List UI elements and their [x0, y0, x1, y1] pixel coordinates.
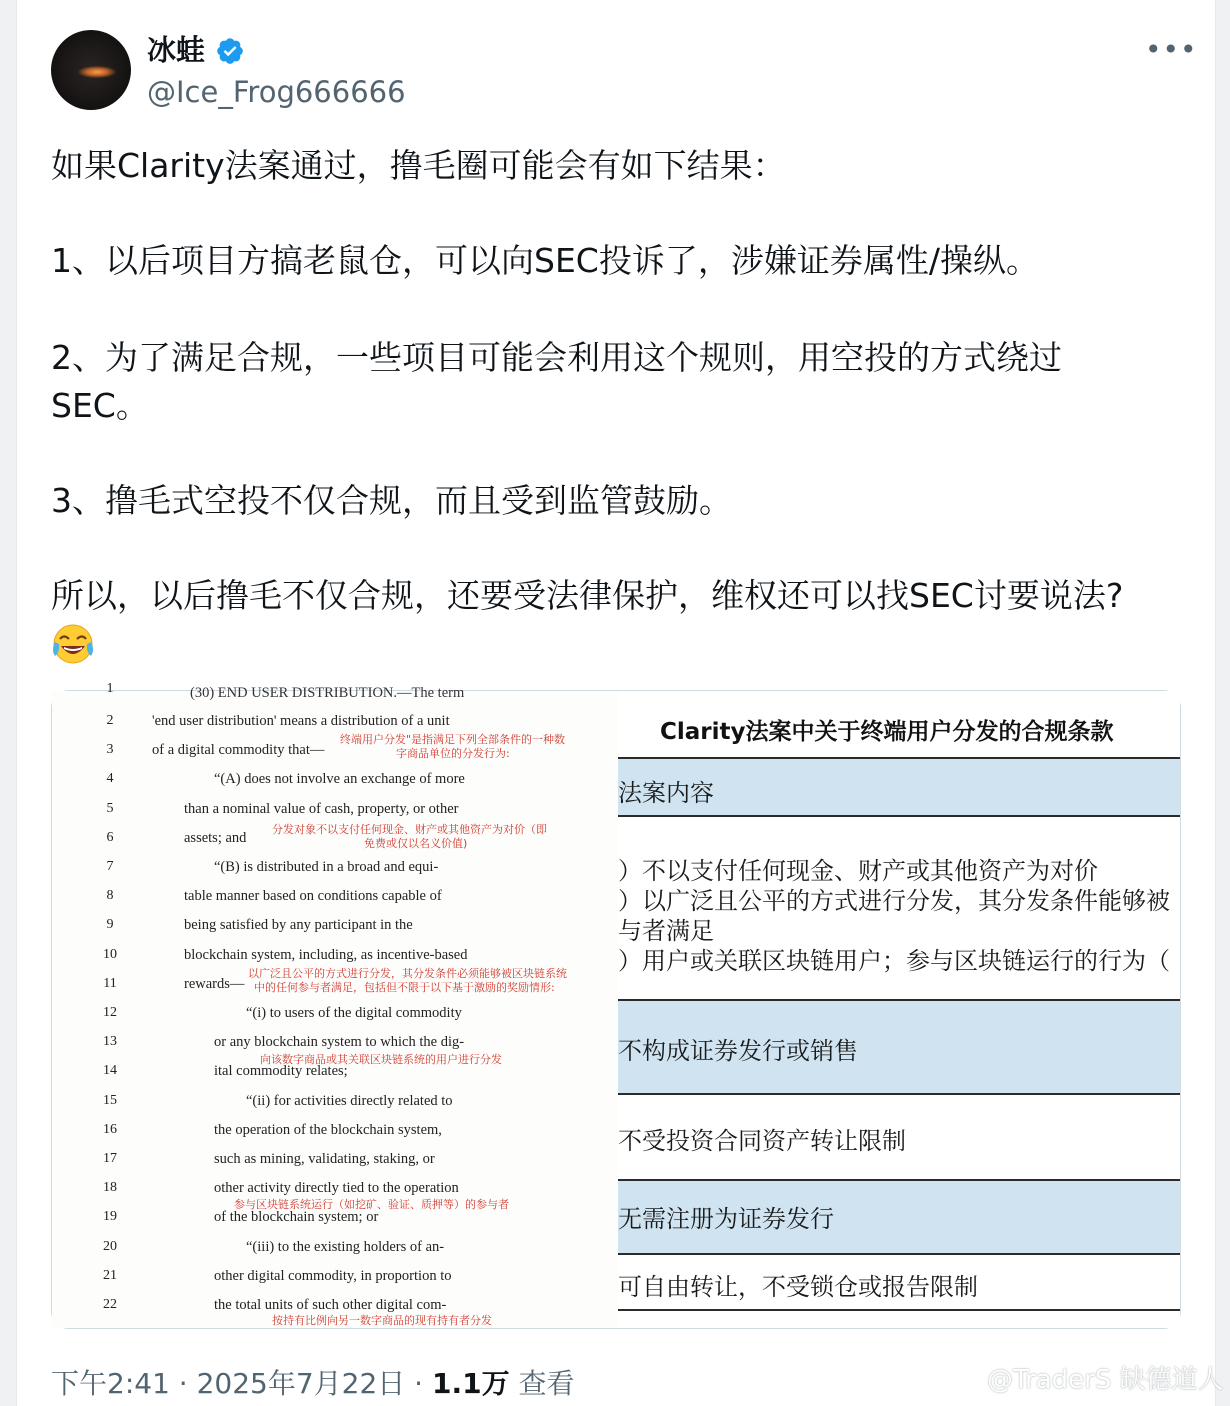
line-number: 9 [106, 917, 114, 933]
table-row [618, 1001, 1180, 1093]
doc-text: “(ii) for activities directly related to [246, 1092, 453, 1109]
table-cell-text: 可自由转让，不受锁仓或报告限制 [618, 1273, 978, 1301]
annotation-note: 免费或仅以名义价值) [364, 837, 468, 850]
doc-text: other activity directly tied to the operation [214, 1180, 459, 1197]
doc-text: table manner based on conditions capable of [184, 888, 442, 905]
annotation-note: 终端用户分发"是指满足下列全部条件的一种数 [340, 733, 566, 746]
table-cell-text: 与者满足 [618, 917, 714, 945]
table-title: Clarity法案中关于终端用户分发的合规条款 [660, 719, 1114, 745]
annotation-note: 字商品单位的分发行为: [396, 747, 510, 760]
line-number: 1 [106, 681, 114, 696]
annotation-note: 按持有比例向另一数字商品的现有持有者分发 [272, 1314, 492, 1327]
tweet-meta [51, 1362, 575, 1406]
doc-text: assets; and [184, 829, 247, 846]
line-number: 16 [103, 1121, 117, 1137]
line-number: 13 [103, 1034, 117, 1050]
doc-text: “(iii) to the existing holders of an- [246, 1238, 445, 1255]
verified-badge-icon [215, 36, 245, 66]
doc-text: blockchain system, including, as incentive-based [184, 946, 468, 963]
line-number: 7 [106, 859, 114, 874]
attached-image[interactable] [51, 681, 1181, 1329]
doc-text: “(B) is distributed in a broad and equi- [214, 859, 439, 875]
view-label: 查看 [509, 1367, 575, 1400]
timestamp[interactable]: 下午2:41 · 2025年7月22日 · [51, 1367, 432, 1400]
line-number: 5 [106, 800, 114, 816]
tweet-paragraph: 3、撸毛式空投不仅合规，而且受到监管鼓励。 [51, 481, 732, 520]
line-number: 19 [103, 1209, 117, 1225]
table-cell-text: ）以广泛且公平的方式进行分发，其分发条件能够被 [618, 887, 1170, 915]
doc-text: “(i) to users of the digital commodity [246, 1005, 462, 1021]
line-number: 11 [103, 975, 117, 991]
doc-text: the operation of the blockchain system, [214, 1121, 442, 1138]
watermark: @TraderS 缺德道人 [987, 1365, 1224, 1395]
doc-text: or any blockchain system to which the dig- [214, 1034, 465, 1051]
annotation-note: 分发对象不以支付任何现金、财产或其他资产为对价（即 [272, 823, 547, 836]
doc-text: the total units of such other digital com- [214, 1297, 447, 1313]
annotation-note: 向该数字商品或其关联区块链系统的用户进行分发 [260, 1053, 502, 1066]
line-number: 21 [103, 1267, 117, 1283]
table-cell-text: ）用户或关联区块链用户；参与区块链运行的行为（ [618, 947, 1170, 975]
doc-text: other digital commodity, in proportion to [214, 1267, 452, 1284]
line-number: 15 [103, 1092, 117, 1108]
line-number: 12 [103, 1005, 117, 1020]
table-row [618, 817, 1180, 999]
line-number: 14 [103, 1063, 117, 1079]
doc-text: being satisfied by any participant in the [184, 917, 413, 934]
avatar[interactable] [51, 30, 131, 110]
table-row [618, 1181, 1180, 1253]
table-row [618, 1095, 1180, 1179]
tweet-paragraph: 1、以后项目方搞老鼠仓，可以向SEC投诉了，涉嫌证券属性/操纵。 [51, 241, 1039, 280]
table-cell-text: ）不以支付任何现金、财产或其他资产为对价 [618, 857, 1098, 885]
table-cell-text: 无需注册为证券发行 [618, 1205, 834, 1233]
doc-text: of the blockchain system; or [214, 1209, 379, 1226]
doc-text: (30) END USER DISTRIBUTION.—The term [190, 685, 465, 701]
line-number: 10 [103, 946, 117, 962]
bill-document-scan [52, 681, 618, 1328]
annotation-note: 参与区块链系统运行（如挖矿、验证、质押等）的参与者 [234, 1198, 509, 1211]
line-number: 20 [103, 1238, 117, 1254]
line-number: 22 [103, 1297, 117, 1312]
author-handle[interactable]: @Ice_Frog666666 [147, 75, 406, 109]
face-with-tears-of-joy-emoji [51, 622, 95, 666]
more-dots-icon[interactable]: ••• [1145, 33, 1198, 66]
table-header-row [618, 759, 1180, 815]
doc-text: rewards— [184, 975, 245, 992]
doc-text: of a digital commodity that— [152, 742, 325, 759]
line-number: 4 [106, 771, 114, 787]
tweet-card [16, 0, 1224, 1406]
table-row [618, 1255, 1180, 1309]
author-name[interactable]: 冰蛙 [147, 33, 206, 67]
tweet-paragraph: 如果Clarity法案通过，撸毛圈可能会有如下结果： [51, 146, 786, 185]
doc-text: than a nominal value of cash, property, or other [184, 800, 459, 817]
line-number: 3 [106, 742, 114, 758]
table-header-text: 法案内容 [618, 779, 714, 807]
line-number: 18 [103, 1180, 117, 1196]
annotation-note: 以广泛且公平的方式进行分发，其分发条件必须能够被区块链系统 [248, 967, 567, 980]
view-count: 1.1万 [431, 1367, 510, 1400]
summary-table [618, 691, 1180, 1328]
line-number: 8 [106, 888, 114, 904]
line-number: 2 [106, 713, 114, 728]
doc-text: ital commodity relates; [214, 1063, 348, 1080]
doc-text: 'end user distribution' means a distribution of a unit [152, 713, 450, 729]
line-number: 6 [106, 829, 114, 845]
tweet-paragraph: 所以，以后撸毛不仅合规，还要受法律保护，维权还可以找SEC讨要说法? [51, 576, 1124, 615]
table-cell-text: 不构成证券发行或销售 [618, 1037, 858, 1065]
doc-text: “(A) does not involve an exchange of more [214, 771, 465, 788]
annotation-note: 中的任何参与者满足，包括但不限于以下基于激励的奖励情形: [254, 981, 555, 994]
table-rule [618, 1309, 1180, 1311]
line-number: 17 [103, 1151, 117, 1166]
doc-text: such as mining, validating, staking, or [214, 1151, 435, 1167]
table-cell-text: 不受投资合同资产转让限制 [618, 1127, 906, 1155]
tweet-paragraph: 2、为了满足合规，一些项目可能会利用这个规则，用空投的方式绕过SEC。 [51, 338, 1062, 425]
